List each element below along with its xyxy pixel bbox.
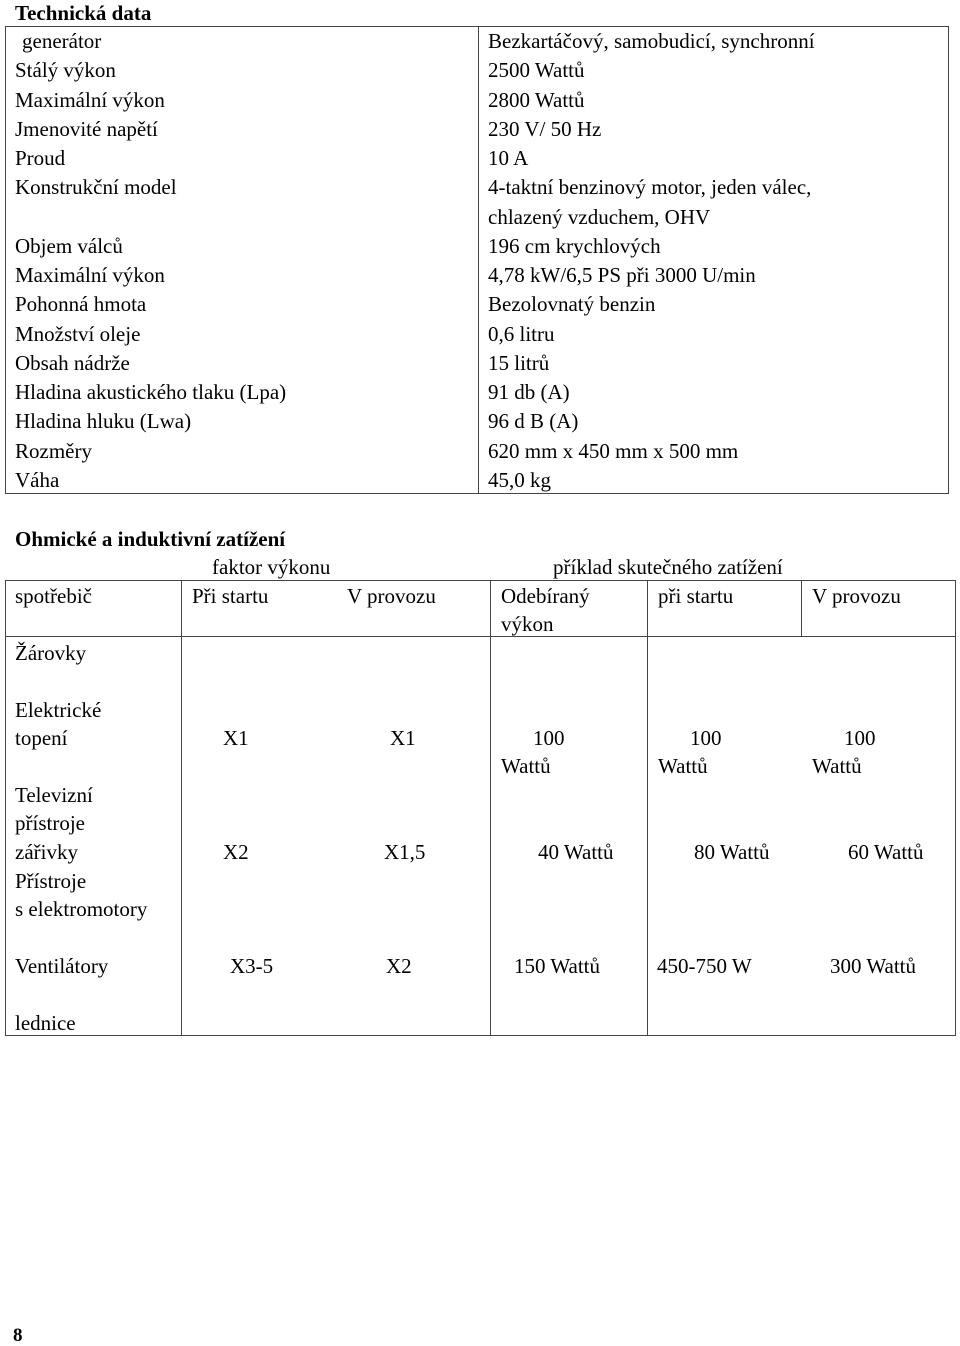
consumed-value: 100: [533, 726, 565, 750]
spec-value: Bezolovnatý benzin: [488, 292, 656, 317]
appliance-label: Televizní: [15, 783, 93, 807]
power-factor-group-label: faktor výkonu: [212, 555, 331, 579]
spec-label: Váha: [15, 467, 60, 492]
spec-label: Proud: [15, 146, 66, 170]
load-table-border-appliance: [181, 580, 182, 1036]
ex-in-operation-value: 300 Wattů: [830, 954, 916, 978]
appliance-label: Ventilátory: [15, 954, 109, 978]
page-number: 8: [13, 1325, 23, 1346]
spec-label: Objem válců: [15, 233, 123, 258]
load-table-border-left: [5, 580, 6, 1036]
at-start-factor: X1: [223, 726, 249, 750]
example-load-group-label: příklad skutečného zatížení: [553, 555, 783, 579]
header-at-start: Při startu: [192, 584, 269, 608]
specs-table-left-border: [5, 26, 6, 494]
consumed-unit: Wattů: [501, 754, 551, 778]
spec-label: Rozměry: [15, 438, 92, 463]
load-table-top-border: [5, 580, 956, 581]
ex-in-operation-value: 60 Wattů: [848, 840, 924, 864]
ex-in-operation-unit: Wattů: [812, 754, 862, 778]
spec-label: Konstrukční model: [15, 175, 177, 200]
spec-label: Obsah nádrže: [15, 350, 130, 375]
spec-value: 0,6 litru: [488, 321, 555, 346]
spec-label: Maximální výkon: [15, 87, 165, 112]
load-table-border-right: [955, 580, 956, 1036]
header-consumed-line1: Odebíraný: [501, 584, 590, 608]
spec-value: 10 A: [488, 146, 529, 170]
spec-value: 196 cm krychlových: [488, 233, 661, 258]
section-title: Technická data: [15, 1, 152, 25]
appliance-label: Žárovky: [15, 641, 87, 665]
spec-value: 2800 Wattů: [488, 87, 585, 112]
spec-value: 45,0 kg: [488, 467, 551, 492]
appliance-label: Elektrické: [15, 698, 102, 722]
spec-label: Pohonná hmota: [15, 292, 147, 317]
spec-value: 2500 Wattů: [488, 58, 585, 83]
spec-value: Bezkartáčový, samobudicí, synchronní: [488, 29, 815, 53]
spec-label: Stálý výkon: [15, 58, 116, 83]
spec-value: 230 V/ 50 Hz: [488, 116, 602, 141]
appliance-label: přístroje: [15, 811, 85, 835]
load-table-border-consumed: [490, 580, 491, 1036]
spec-label: Množství oleje: [15, 321, 141, 346]
spec-value: 620 mm x 450 mm x 500 mm: [488, 438, 739, 463]
in-operation-factor: X1,5: [384, 840, 426, 864]
load-table-bottom-border: [5, 1035, 956, 1036]
spec-value: chlazený vzduchem, OHV: [488, 204, 711, 229]
specs-table-right-border: [948, 26, 949, 494]
spec-label: Maximální výkon: [15, 263, 165, 287]
ex-at-start-value: 450-750 W: [657, 954, 752, 978]
appliance-label: s elektromotory: [15, 897, 148, 921]
spec-value: 4,78 kW/6,5 PS při 3000 U/min: [488, 263, 756, 287]
ex-at-start-unit: Wattů: [658, 754, 708, 778]
specs-table-top-border: [5, 26, 949, 27]
spec-value: 4-taktní benzinový motor, jeden válec,: [488, 175, 812, 200]
spec-value: 91 db (A): [488, 380, 570, 404]
load-table-border-ex-start: [647, 580, 648, 1036]
spec-label: Hladina hluku (Lwa): [15, 409, 192, 434]
consumed-value: 40 Wattů: [538, 840, 614, 864]
spec-value: 96 d B (A): [488, 409, 579, 434]
in-operation-factor: X1: [390, 726, 416, 750]
spec-label: Jmenovité napětí: [15, 116, 158, 141]
header-ex-in-operation: V provozu: [812, 584, 901, 608]
ex-at-start-value: 80 Wattů: [694, 840, 770, 864]
appliance-label: zářivky: [15, 840, 78, 864]
ex-in-operation-value: 100: [844, 726, 876, 750]
ex-at-start-value: 100: [690, 726, 722, 750]
load-table-header-divider: [5, 636, 956, 637]
in-operation-factor: X2: [386, 954, 412, 978]
load-table-border-ex-op: [801, 580, 802, 636]
appliance-label: lednice: [15, 1011, 76, 1035]
specs-table-bottom-border: [5, 493, 949, 494]
at-start-factor: X2: [223, 840, 249, 864]
header-ex-at-start: při startu: [658, 584, 734, 608]
appliance-label: Přístroje: [15, 869, 87, 893]
at-start-factor: X3-5: [230, 954, 274, 978]
load-section-heading: Ohmické a induktivní zatížení: [15, 527, 286, 551]
header-consumed-line2: výkon: [501, 612, 554, 636]
header-appliance: spotřebič: [15, 584, 92, 608]
header-in-operation: V provozu: [347, 584, 436, 608]
specs-table-middle-border: [478, 26, 479, 494]
spec-value: 15 litrů: [488, 350, 550, 375]
spec-label: generátor: [22, 29, 102, 53]
spec-label: Hladina akustického tlaku (Lpa): [15, 380, 287, 404]
consumed-value: 150 Wattů: [514, 954, 600, 978]
appliance-label: topení: [15, 726, 68, 750]
